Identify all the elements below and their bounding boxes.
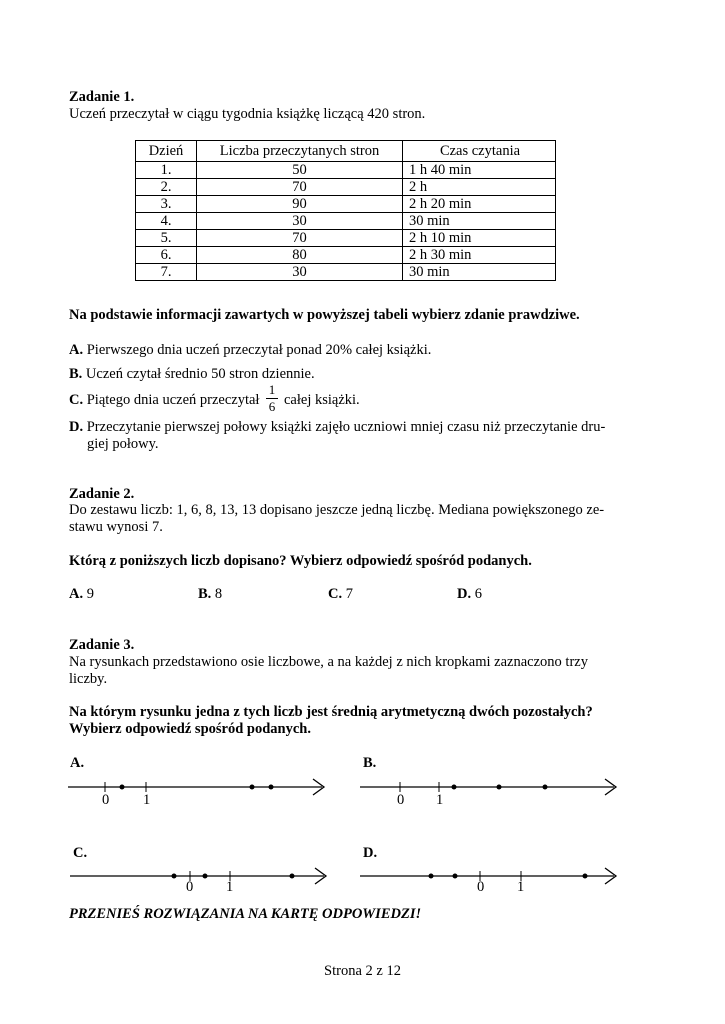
transfer-note: PRZENIEŚ ROZWIĄZANIA NA KARTĘ ODPOWIEDZI! [69,906,422,922]
cell-day: 5. [136,230,197,247]
point [250,785,255,790]
table-row [136,196,556,213]
option-label: A. [69,586,84,602]
cell-pages: 70 [197,179,403,196]
point [203,874,208,879]
point [172,874,177,879]
point [429,874,434,879]
cell-day: 1. [136,162,197,179]
cell-day: 3. [136,196,197,213]
option-label: B. [198,586,212,602]
fraction-one-sixth [266,383,278,414]
number-line-c-label: C. [73,845,88,861]
task2-option-c [328,586,353,603]
number-line-d-zero: 0 [477,879,485,895]
header-day: Dzień [136,141,197,162]
point [290,874,295,879]
reading-table [135,140,556,281]
task3-question-line1: Na którym rysunku jedna z tych liczb jest średnią arytmetyczną dwóch pozostałych? [69,704,593,720]
option-text: Uczeń czytał średnio 50 stron dziennie. [85,366,315,382]
cell-time: 1 h 40 min [403,162,556,179]
number-line-b [352,772,627,812]
option-text: Przeczytanie pierwszej połowy książki zajęło uczniowi mniej czasu niż przeczytanie dru- [86,419,606,435]
task2-intro-line1: Do zestawu liczb: 1, 6, 8, 13, 13 dopisano jeszcze jedną liczbę. Mediana powiększonego ze- [69,502,605,518]
cell-pages: 70 [197,230,403,247]
number-line-b-one: 1 [436,792,444,808]
page-number: Strona 2 z 12 [324,963,401,979]
number-line-a-one: 1 [143,792,151,808]
task2-intro-line2: stawu wynosi 7. [69,519,163,535]
number-line-c-one: 1 [226,879,234,895]
option-label: A. [69,342,84,358]
point [583,874,588,879]
option-label: B. [69,366,83,382]
table-row [136,247,556,264]
option-label: D. [69,419,84,435]
cell-day: 6. [136,247,197,264]
option-c-text-after: całej książki. [284,392,360,408]
fraction-denominator: 6 [268,399,276,414]
number-line-d-label: D. [363,845,378,861]
task1-option-d-cont: giej połowy. [87,436,159,452]
option-text: Piątego dnia uczeń przeczytał [86,392,260,408]
task1-option-a [69,342,431,359]
number-line-a-zero: 0 [102,792,110,808]
task1-intro: Uczeń przeczytał w ciągu tygodnia książkę liczącą 420 stron. [69,106,426,122]
task1-option-d [69,419,622,436]
cell-time: 30 min [403,213,556,230]
point [497,785,502,790]
number-line-c-zero: 0 [186,879,194,895]
number-line-d-one: 1 [517,879,525,895]
number-line-b-label: B. [363,755,377,771]
number-line-d [352,861,627,901]
task2-option-a [69,586,94,603]
option-label: C. [69,392,84,408]
cell-time: 30 min [403,264,556,281]
point [452,785,457,790]
cell-pages: 80 [197,247,403,264]
task1-option-b [69,366,315,383]
number-line-c [62,861,337,901]
number-line-b-zero: 0 [397,792,405,808]
cell-time: 2 h 20 min [403,196,556,213]
option-value: 8 [214,586,223,602]
task3-question-line2: Wybierz odpowiedź spośród podanych. [69,721,311,737]
table-row [136,264,556,281]
task3-title: Zadanie 3. [69,637,135,653]
point [453,874,458,879]
task1-question: Na podstawie informacji zawartych w powyższej tabeli wybierz zdanie prawdziwe. [69,307,580,323]
option-value: 7 [345,586,353,602]
point [120,785,125,790]
cell-time: 2 h 30 min [403,247,556,264]
task2-question: Którą z poniższych liczb dopisano? Wybierz odpowiedź spośród podanych. [69,553,532,569]
task3-intro-line2: liczby. [69,671,108,687]
cell-day: 4. [136,213,197,230]
option-value: 9 [86,586,94,602]
cell-pages: 30 [197,264,403,281]
number-line-a-label: A. [70,755,85,771]
option-value: 6 [474,586,482,602]
cell-pages: 90 [197,196,403,213]
task3-intro-line1: Na rysunkach przedstawiono osie liczbowe, a na każdej z nich kropkami zaznaczono trzy [69,654,588,670]
header-pages: Liczba przeczytanych stron [197,141,403,162]
table-header-row [136,141,556,162]
point [269,785,274,790]
table-row [136,213,556,230]
table-row [136,179,556,196]
cell-time: 2 h 10 min [403,230,556,247]
option-label: C. [328,586,343,602]
task1-option-c [69,392,259,409]
point [543,785,548,790]
task2-option-d [457,586,482,603]
task2-title: Zadanie 2. [69,486,135,502]
task1-title: Zadanie 1. [69,89,135,105]
cell-pages: 30 [197,213,403,230]
table-row [136,162,556,179]
cell-time: 2 h [403,179,556,196]
option-text: Pierwszego dnia uczeń przeczytał ponad 20% całej książki. [86,342,432,358]
cell-pages: 50 [197,162,403,179]
cell-day: 2. [136,179,197,196]
table-row [136,230,556,247]
task2-option-b [198,586,222,603]
header-time: Czas czytania [403,141,556,162]
fraction-numerator: 1 [268,382,276,397]
cell-day: 7. [136,264,197,281]
option-label: D. [457,586,472,602]
